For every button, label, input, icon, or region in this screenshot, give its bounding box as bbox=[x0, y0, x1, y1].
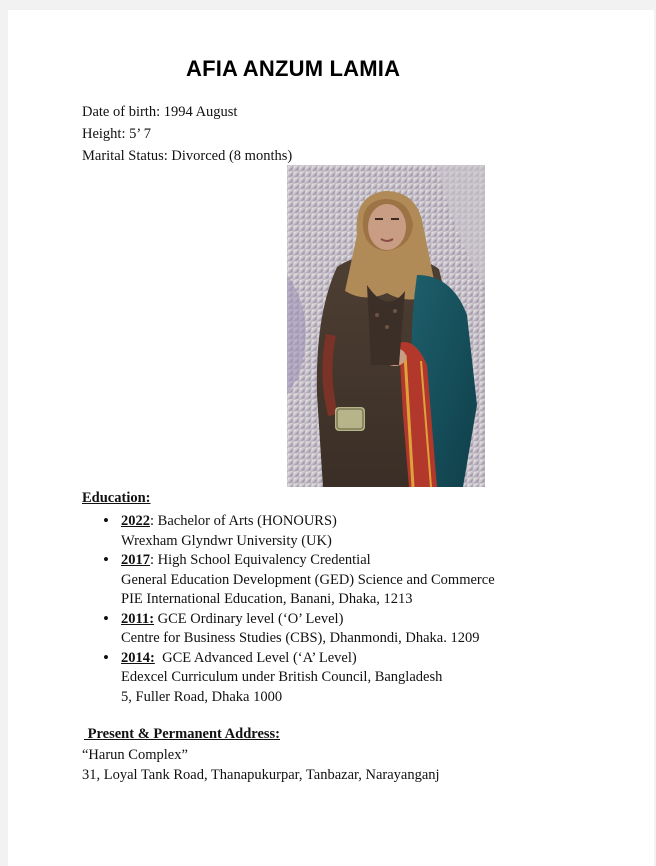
height: Height: 5’ 7 bbox=[82, 126, 151, 142]
education-item bbox=[100, 649, 495, 708]
education-heading: Education: bbox=[82, 490, 151, 506]
education-item bbox=[100, 551, 495, 610]
address-block bbox=[82, 745, 440, 785]
address-heading: Present & Permanent Address: bbox=[84, 726, 280, 742]
education-year: 2011: bbox=[121, 610, 155, 627]
education-item bbox=[100, 512, 495, 551]
education-year: 2017 bbox=[121, 552, 150, 568]
education-year: 2022 bbox=[121, 513, 150, 529]
education-detail: PIE International Education, Banani, Dhaka, 1213 bbox=[121, 591, 413, 607]
separator bbox=[155, 650, 162, 666]
education-detail: 5, Fuller Road, Dhaka 1000 bbox=[121, 688, 283, 705]
separator: : bbox=[150, 552, 158, 568]
education-detail: Wrexham Glyndwr University (UK) bbox=[121, 532, 332, 549]
date-of-birth: Date of birth: 1994 August bbox=[82, 104, 238, 120]
address-line-2: 31, Loyal Tank Road, Thanapukurpar, Tanbazar, Narayanganj bbox=[82, 767, 440, 783]
education-list bbox=[100, 512, 495, 707]
page-title: AFIA ANZUM LAMIA bbox=[186, 56, 401, 81]
education-title: GCE Advanced Level (‘A’ Level) bbox=[162, 649, 357, 666]
education-detail: Centre for Business Studies (CBS), Dhanmondi, Dhaka. 1209 bbox=[121, 630, 480, 646]
portrait-photo bbox=[287, 165, 485, 487]
portrait-illustration bbox=[287, 165, 485, 487]
marital-status: Marital Status: Divorced (8 months) bbox=[82, 148, 293, 164]
address-line-1: “Harun Complex” bbox=[82, 747, 188, 763]
education-year: 2014: bbox=[121, 649, 155, 666]
education-detail: General Education Development (GED) Science and Commerce bbox=[121, 571, 495, 588]
personal-info bbox=[82, 101, 292, 167]
education-item bbox=[100, 610, 495, 649]
education-title: GCE Ordinary level (‘O’ Level) bbox=[157, 610, 344, 627]
education-detail: Edexcel Curriculum under British Council, Bangladesh bbox=[121, 669, 443, 685]
education-title: Bachelor of Arts (HONOURS) bbox=[157, 513, 337, 529]
separator: : bbox=[150, 513, 158, 529]
education-title: High School Equivalency Credential bbox=[157, 552, 371, 568]
